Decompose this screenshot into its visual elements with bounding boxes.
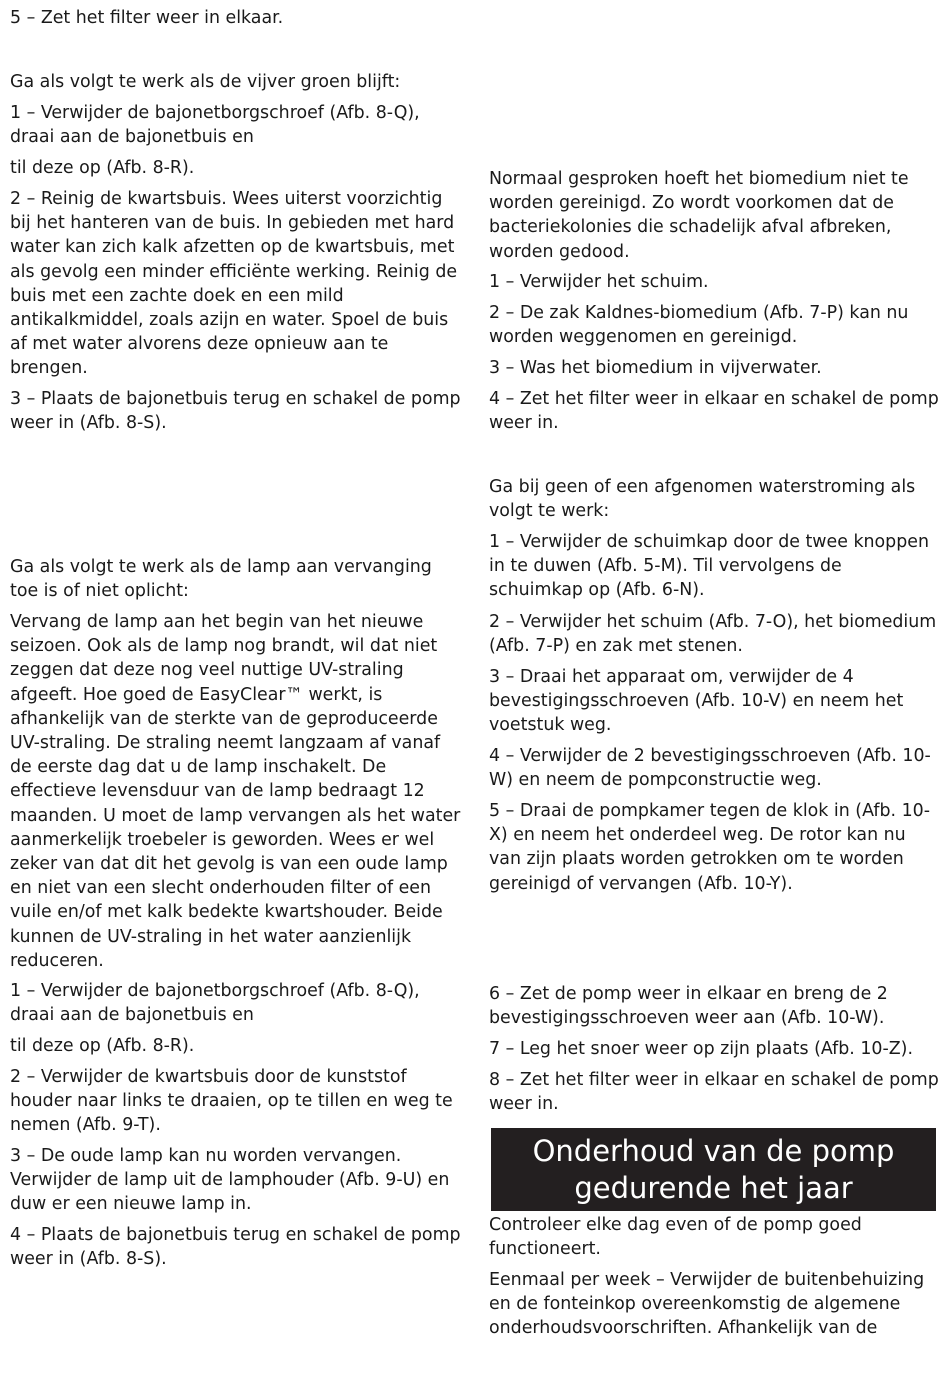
step-remove-quartz-tube: 2 – Verwijder de kwartsbuis door de kunststof houder naar links te draaien, op te tillen en weg te nemen (Afb. 9-T). xyxy=(10,1067,453,1136)
step-replace-bayonet-tube: 3 – Plaats de bajonetbuis terug en schakel de pomp weer in (Afb. 8-S). xyxy=(10,389,461,434)
biomedium-note: Normaal gesproken hoeft het biomedium niet te worden gereinigd. Zo wordt voorkomen dat de bacteriekolonies die schadelijk afval afbreken, worden gedood. xyxy=(489,169,909,262)
weekly-maintenance-text: Eenmaal per week – Verwijder de buitenbehuizing en de fonteinkop overeenkomstig de algemene onderhoudsvoorschriften. Afhankelijk van de xyxy=(489,1270,925,1339)
heading-line-1: Onderhoud van de pomp xyxy=(532,1133,895,1168)
daily-check-text: Controleer elke dag even of de pomp goed functioneert. xyxy=(489,1215,862,1260)
heading-line-2: gedurende het jaar xyxy=(574,1170,853,1205)
section-heading-pump-maintenance xyxy=(491,1128,936,1211)
step-remove-foam-cap: 1 – Verwijder de schuimkap door de twee knoppen in te duwen (Afb. 5-M). Til vervolgens de schuimkap op (Afb. 6-N). xyxy=(489,532,929,601)
step-remove-pump-construction: 4 – Verwijder de 2 bevestigingsschroeven (Afb. 10-W) en neem de pompconstructie weg. xyxy=(489,746,931,791)
step-remove-foam: 1 – Verwijder het schuim. xyxy=(489,272,709,292)
step-reassemble-filter-right: 4 – Zet het filter weer in elkaar en schakel de pomp weer in. xyxy=(489,389,939,434)
step-remove-biomedium-bag: 2 – De zak Kaldnes-biomedium (Afb. 7-P) kan nu worden weggenomen en gereinigd. xyxy=(489,303,909,348)
step-remove-pump-chamber: 5 – Draai de pompkamer tegen de klok in (Afb. 10-X) en neem het onderdeel weg. De rotor kan nu van zijn plaats worden getrokken om te worden gereinigd of vervangen (Afb. 10-Y). xyxy=(489,801,930,894)
step-reassemble-filter-final: 8 – Zet het filter weer in elkaar en schakel de pomp weer in. xyxy=(489,1070,939,1115)
step-remove-bayonet-screw-2: 1 – Verwijder de bajonetborgschroef (Afb. 8-Q), draai aan de bajonetbuis en xyxy=(10,981,420,1026)
step-remove-base: 3 – Draai het apparaat om, verwijder de 4 bevestigingsschroeven (Afb. 10-V) en neem het voetstuk weg. xyxy=(489,667,904,736)
step-remove-foam-biomedium: 2 – Verwijder het schuim (Afb. 7-O), het biomedium (Afb. 7-P) en zak met stenen. xyxy=(489,612,937,657)
step-lift-tube-2: til deze op (Afb. 8-R). xyxy=(10,1036,195,1056)
step-wash-biomedium: 3 – Was het biomedium in vijverwater. xyxy=(489,358,822,378)
step-reassemble-pump: 6 – Zet de pomp weer in elkaar en breng de 2 bevestigingsschroeven weer aan (Afb. 10-W). xyxy=(489,984,888,1029)
lamp-replacement-description: Vervang de lamp aan het begin van het nieuwe seizoen. Ook als de lamp nog brandt, wil dat niet zeggen dat deze nog veel nuttige UV-straling afgeeft. Hoe goed de EasyClear™ werkt, is afhankelijk van de sterkte van de geproduceerde UV-straling. De straling neemt langzaam af vanaf de eerste dag dat u de lamp inschakelt. De effectieve levensduur van de lamp bedraagt 12 maanden. U moet de lamp vervangen als het water aanmerkelijk troebeler is geworden. Wees er wel zeker van dat dit het gevolg is van een oude lamp en niet van een slecht onderhouden filter of een vuile en/of met kalk bedekte kwartshouder. Beide kunnen de UV-straling in het water aanzienlijk reduceren. xyxy=(10,612,461,971)
step-reassemble-filter: 5 – Zet het filter weer in elkaar. xyxy=(10,8,284,28)
step-replace-cord: 7 – Leg het snoer weer op zijn plaats (Afb. 10-Z). xyxy=(489,1039,913,1059)
section-intro-green-pond: Ga als volgt te werk als de vijver groen blijft: xyxy=(10,72,401,92)
step-replace-lamp: 3 – De oude lamp kan nu worden vervangen. Verwijder de lamp uit de lamphouder (Afb. 9-U) en duw er een nieuwe lamp in. xyxy=(10,1146,450,1215)
step-clean-quartz-tube: 2 – Reinig de kwartsbuis. Wees uiterst voorzichtig bij het hanteren van de buis. In gebieden met hard water kan zich kalk afzetten op de kwartsbuis, met als gevolg een minder efficiënte werking. Reinig de buis met een zachte doek en een mild antikalkmiddel, zoals azijn en water. Spoel de buis af met water alvorens deze opnieuw aan te brengen. xyxy=(10,189,458,379)
step-replace-bayonet-tube-2: 4 – Plaats de bajonetbuis terug en schakel de pomp weer in (Afb. 8-S). xyxy=(10,1225,461,1270)
section-intro-water-flow: Ga bij geen of een afgenomen waterstroming als volgt te werk: xyxy=(489,477,916,522)
step-remove-bayonet-screw: 1 – Verwijder de bajonetborgschroef (Afb. 8-Q), draai aan de bajonetbuis en xyxy=(10,103,420,148)
section-intro-lamp-replacement: Ga als volgt te werk als de lamp aan vervanging toe is of niet oplicht: xyxy=(10,557,432,602)
step-lift-tube: til deze op (Afb. 8-R). xyxy=(10,158,195,178)
